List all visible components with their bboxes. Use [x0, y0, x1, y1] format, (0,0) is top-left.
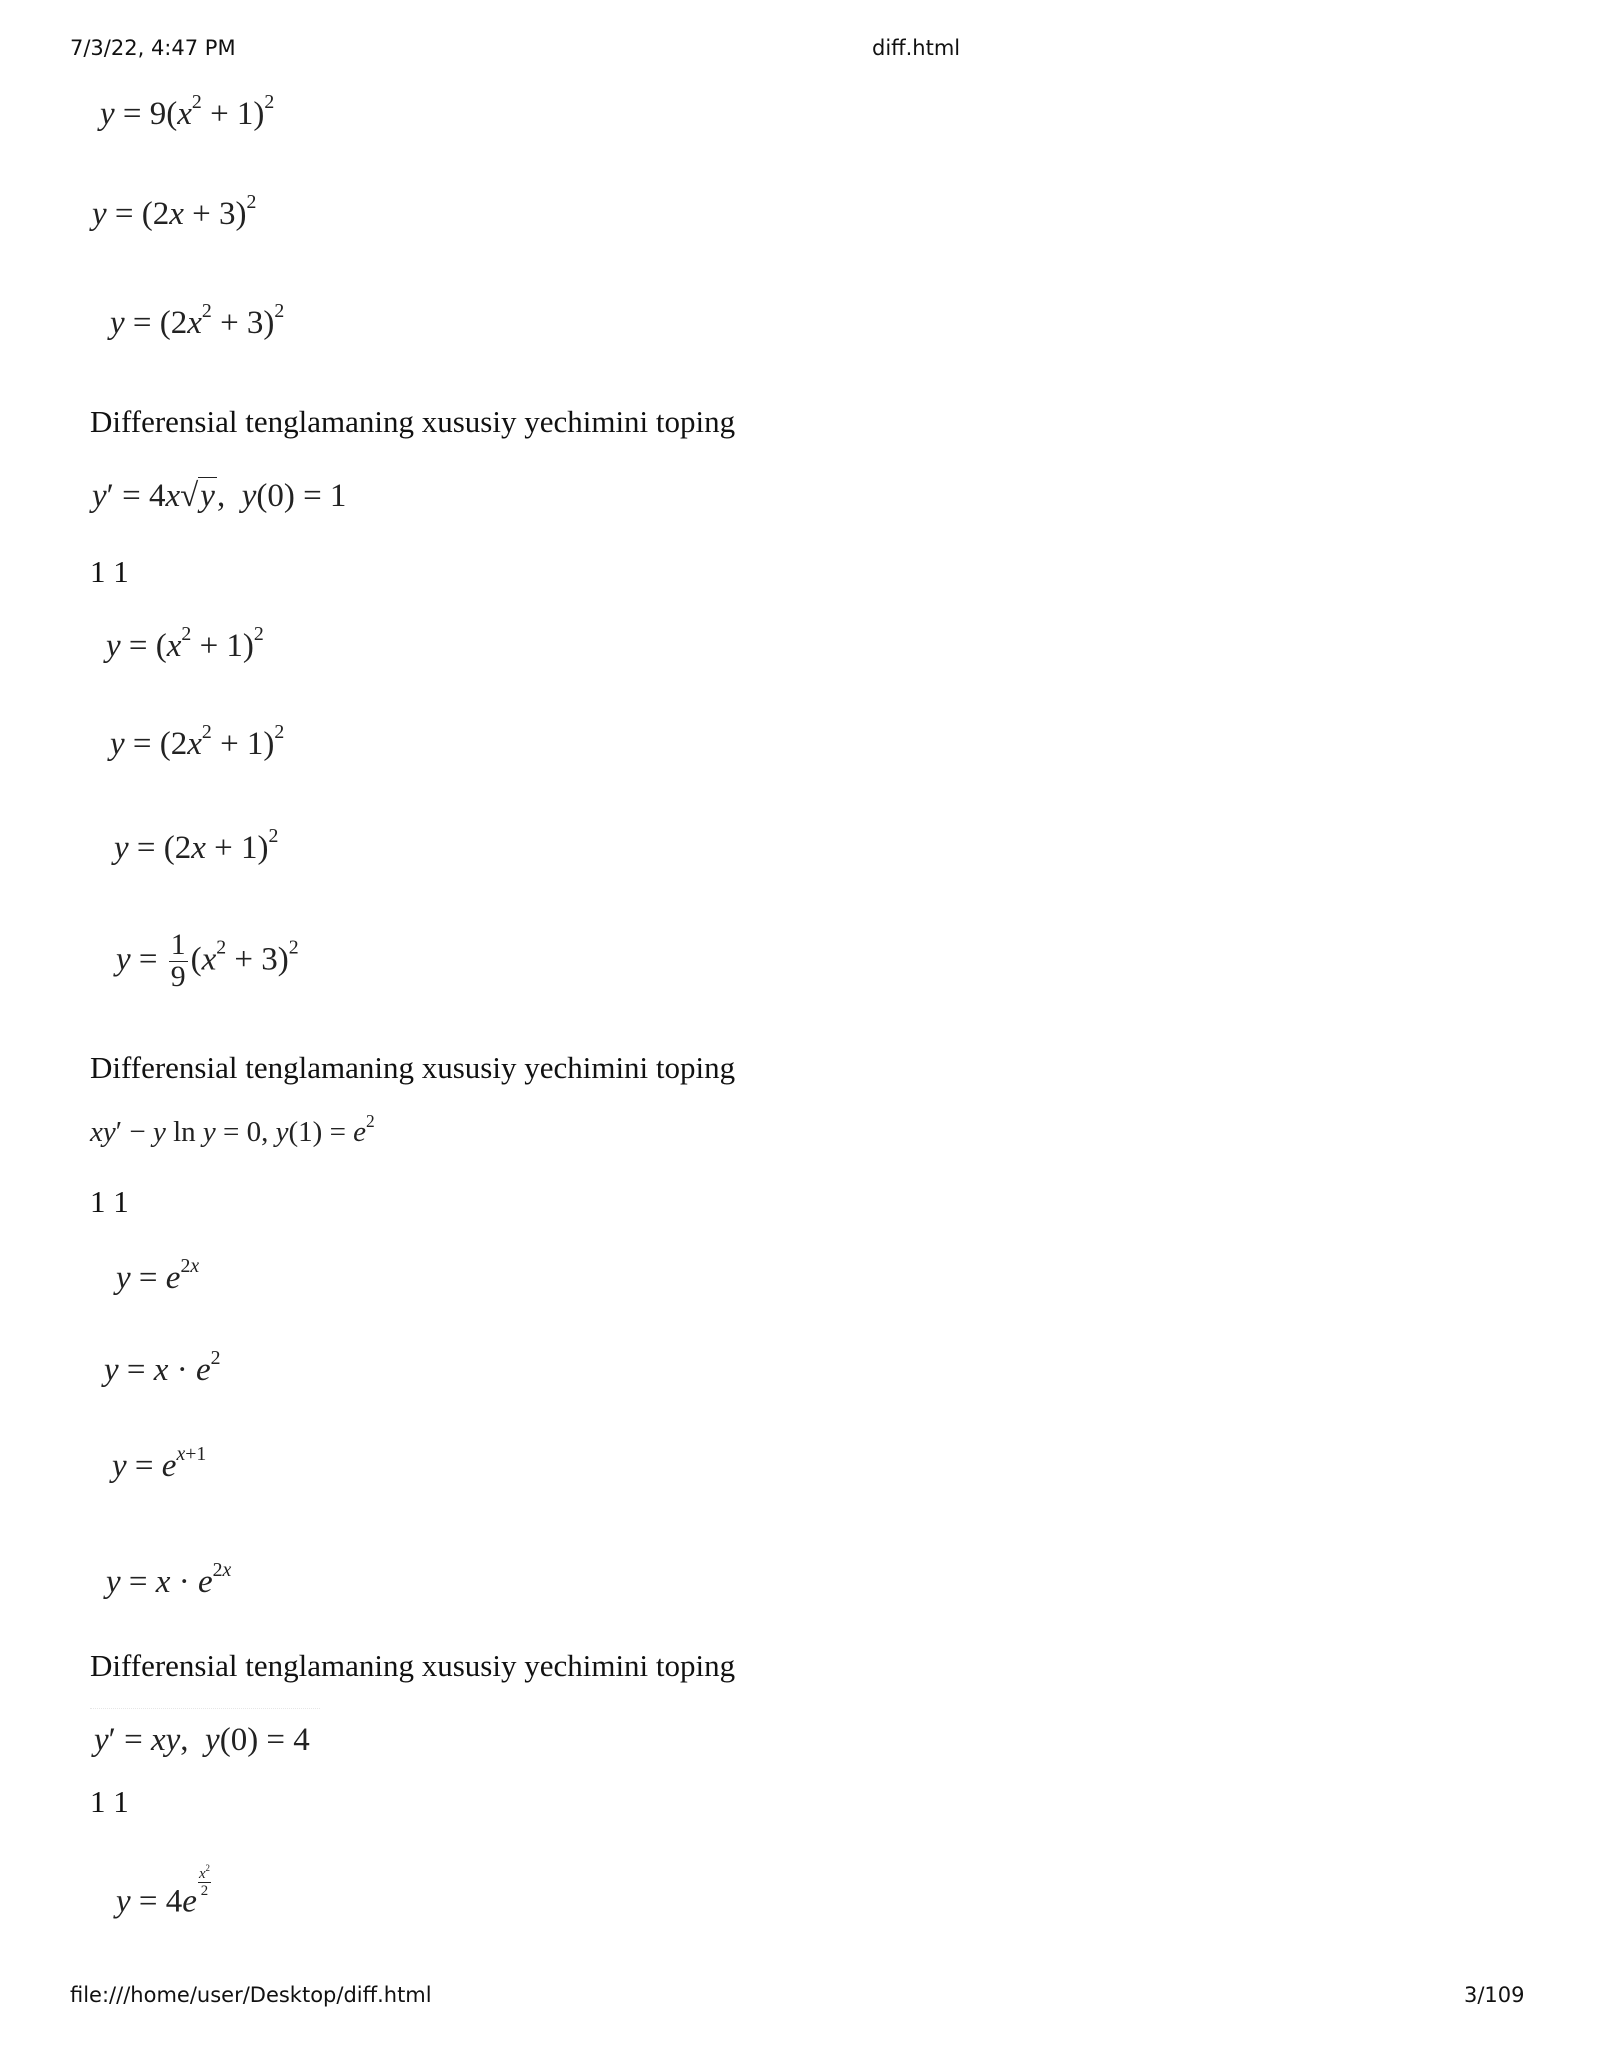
answer-option-formula: $y = e^{x+1}$: [112, 1443, 207, 1484]
question-equation: y′ = 4x√y, y(0) = 1: [92, 478, 347, 514]
answer-option-formula: $y = (2x^2 + 3)^2$: [110, 300, 285, 341]
print-page-title: diff.html: [872, 36, 961, 60]
question-score: 1 1: [90, 1784, 129, 1819]
print-page-number: 3/109: [1464, 1983, 1525, 2007]
answer-option-formula: $y = (x^2 + 1)^2$: [106, 623, 264, 664]
question-prompt: Differensial tenglamaning xususiy yechimini toping: [90, 404, 736, 439]
answer-option-formula: $y = x \cdot e^{2x}$: [106, 1559, 232, 1600]
print-url: file:///home/user/Desktop/diff.html: [70, 1983, 432, 2007]
divider: [90, 1708, 320, 1709]
answer-option-formula: y = 4e $\frac{x^2}{2}$: [116, 1862, 210, 1920]
question-prompt: Differensial tenglamaning xususiy yechimini toping: [90, 1648, 736, 1683]
question-prompt: Differensial tenglamaning xususiy yechimini toping: [90, 1050, 736, 1085]
question-equation: xy′ − y ln y = 0, $y(1) = e^2$: [90, 1111, 375, 1148]
answer-option-formula: y = $\frac{1}{9}$ $(x^2 + 3)^2$: [116, 929, 299, 994]
question-score: 1 1: [90, 554, 129, 589]
answer-option-formula: $y = (2x + 1)^2$: [114, 825, 279, 866]
answer-option-formula: $y = 9(x^2 + 1)^2$: [100, 91, 275, 132]
answer-option-formula: $y = e^{2x}$: [116, 1255, 200, 1296]
answer-option-formula: $y = (2x^2 + 1)^2$: [110, 721, 285, 762]
question-score: 1 1: [90, 1184, 129, 1219]
print-datetime: 7/3/22, 4:47 PM: [70, 36, 236, 60]
answer-option-formula: $y = x \cdot e^2$: [104, 1347, 221, 1388]
answer-option-formula: $y = (2x + 3)^2$: [92, 191, 257, 232]
question-equation: y′ = xy, y(0) = 4: [94, 1722, 310, 1758]
